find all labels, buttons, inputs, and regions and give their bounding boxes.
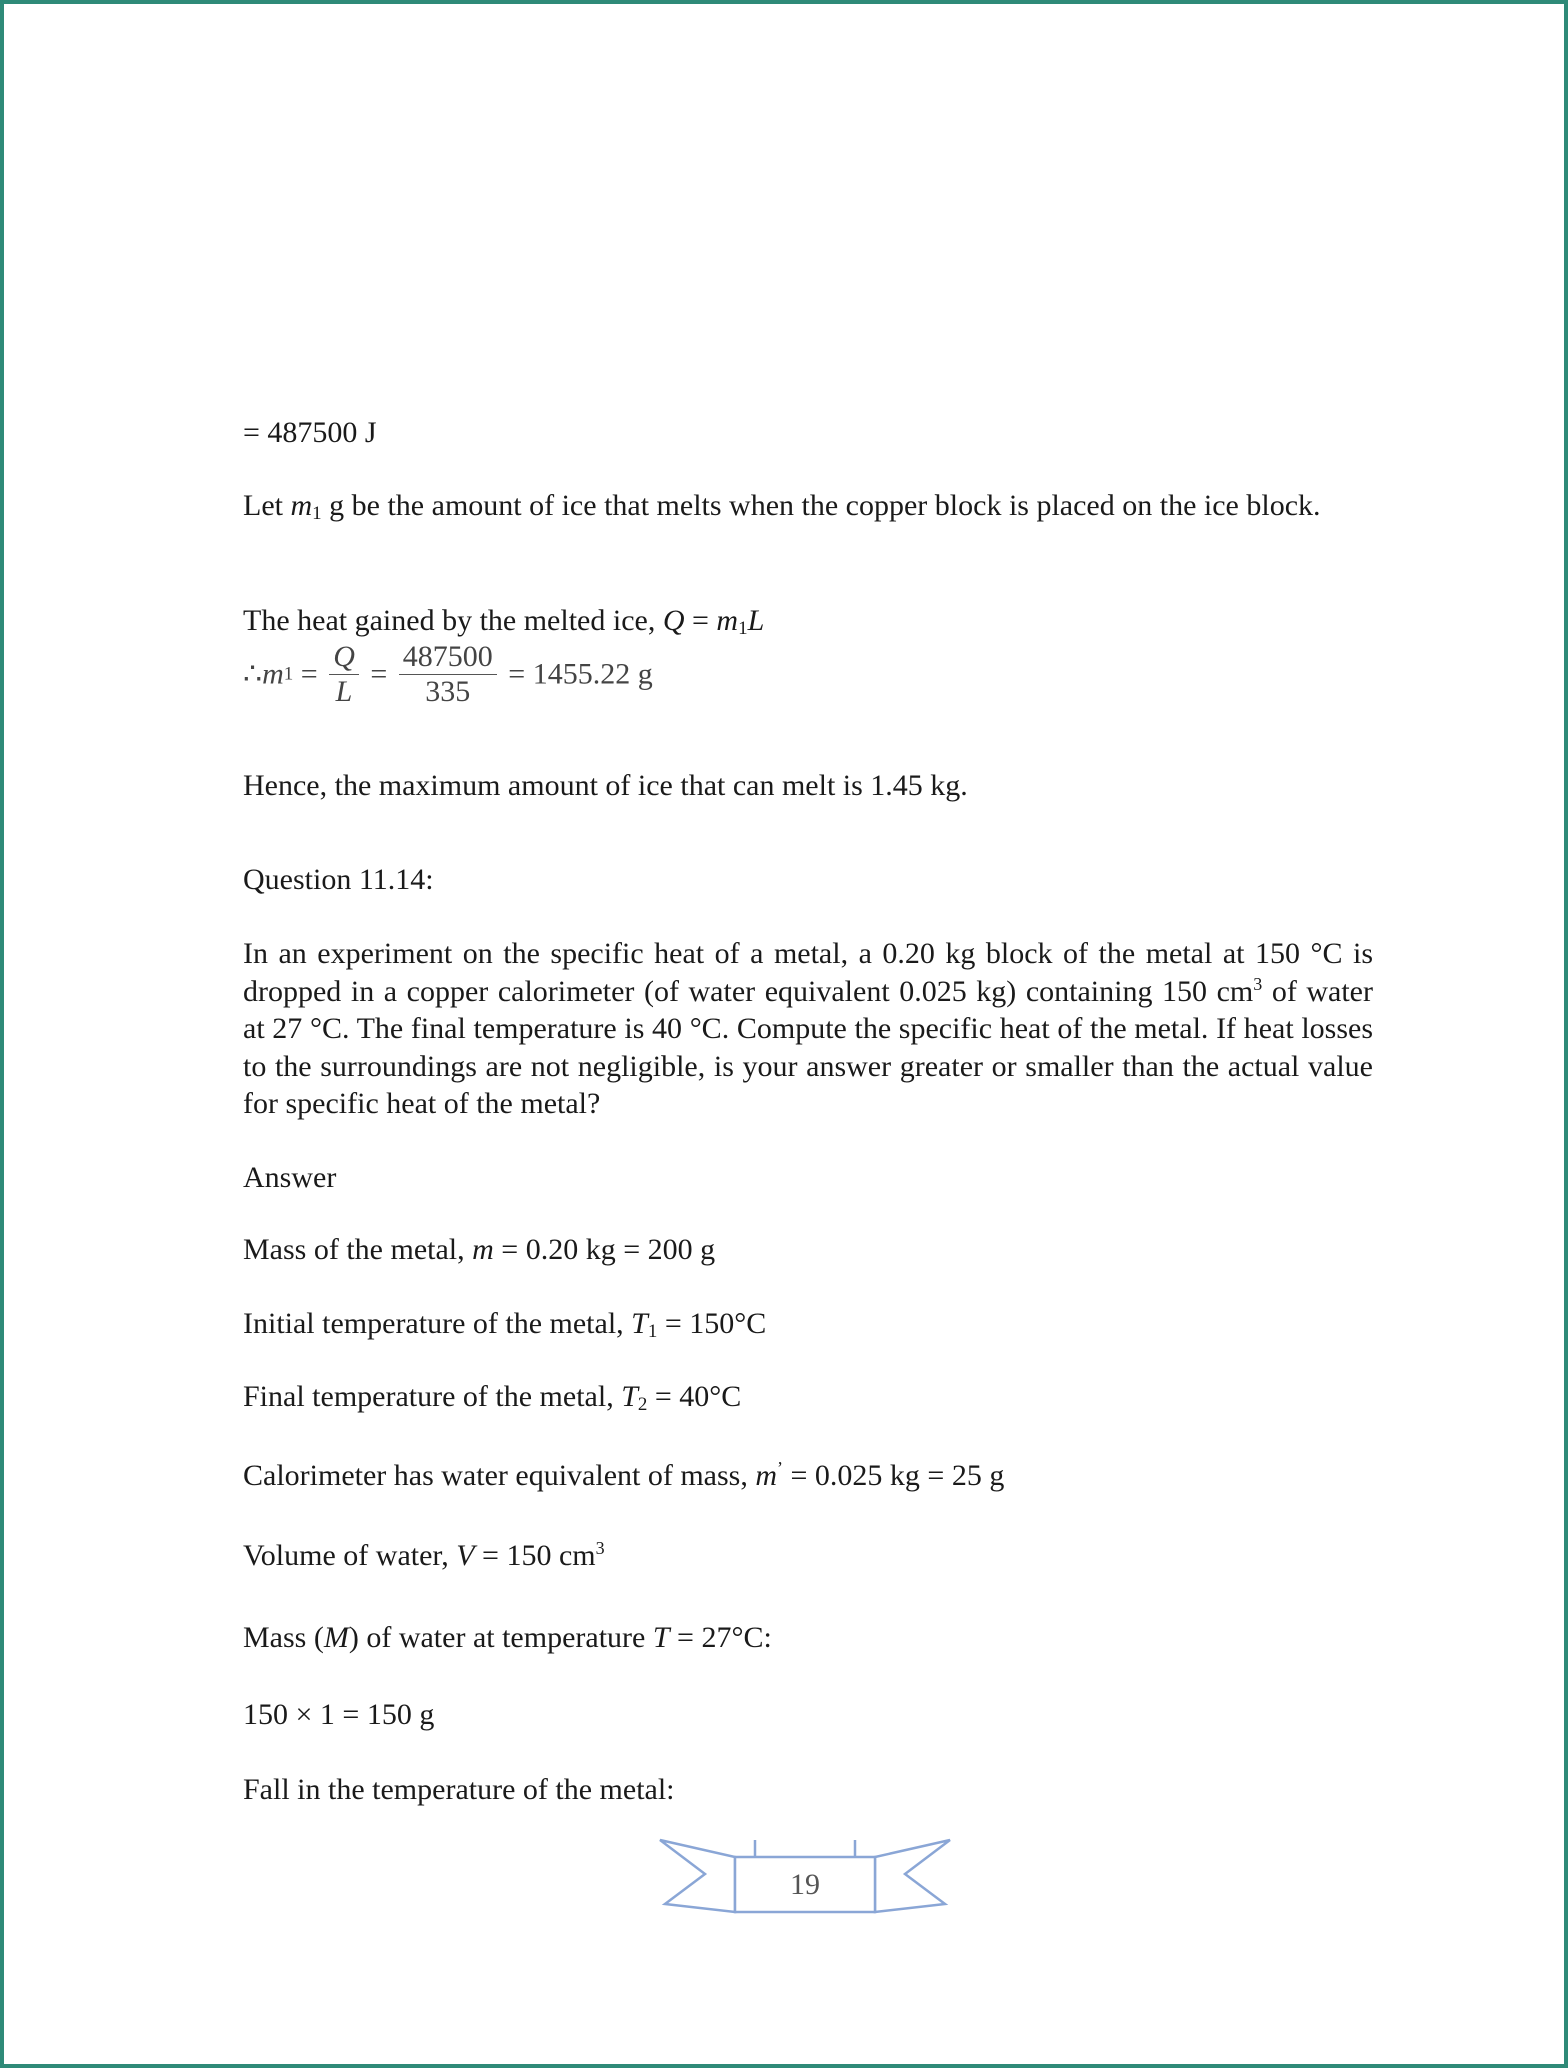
question-title: Question 11.14:: [243, 863, 434, 896]
calorimeter-line: Calorimeter has water equivalent of mass, m’ = 0.025 kg = 25 g: [243, 1458, 1005, 1492]
final-temp-line: Final temperature of the metal, $T_2 = 40^\circ C$: [243, 1380, 742, 1415]
fraction-numeric: $\frac{487500}{335}$: [399, 640, 497, 709]
heat-gained-line: The heat gained by the melted ice, $Q = m_1L$: [243, 604, 765, 639]
let-m1-paragraph: Let $m_1$ g be the amount of ice that melts when the copper block is placed on the ice block.: [243, 489, 1321, 524]
initial-temp-line: Initial temperature of the metal, $T_1 = 150^\circ C$: [243, 1307, 767, 1342]
water-mass-line: Mass (M) of water at temperature T = 27°C:: [243, 1621, 772, 1654]
metal-mass-line: Mass of the metal, m = 0.20 kg = 200 g: [243, 1233, 716, 1266]
fraction-q-over-l: $\frac{Q}{L}$: [329, 640, 359, 709]
volume-line: Volume of water, V = 150 $cm^3$: [243, 1538, 605, 1572]
answer-title: Answer: [243, 1161, 337, 1194]
page-number: 19: [790, 1868, 820, 1901]
hence-conclusion: Hence, the maximum amount of ice that can melt is 1.45 kg.: [243, 769, 968, 802]
question-text: In an experiment on the specific heat of a metal, a 0.20 kg block of the metal at 150 °C is dropped in a copper calorimeter (of water equivalent 0.025 kg) containing 150 $cm^3$ of water at 27 °C. The final temperature is 40 °C. Compute the specific heat of the metal. If heat losses to the surroundings are not negligible, is your answer greater or smaller than the actual value for specific heat of the metal?: [243, 937, 1373, 1120]
temp-fall-line: Fall in the temperature of the metal:: [243, 1773, 675, 1806]
water-mass-calc: 150 × 1 = 150 g: [243, 1698, 435, 1731]
energy-result: = 487500 J: [243, 416, 377, 449]
ice-mass-equation: ∴m1 = $\frac{Q}{L}$ = $\frac{487500}{335}$ = 1455.22 g: [243, 640, 653, 708]
